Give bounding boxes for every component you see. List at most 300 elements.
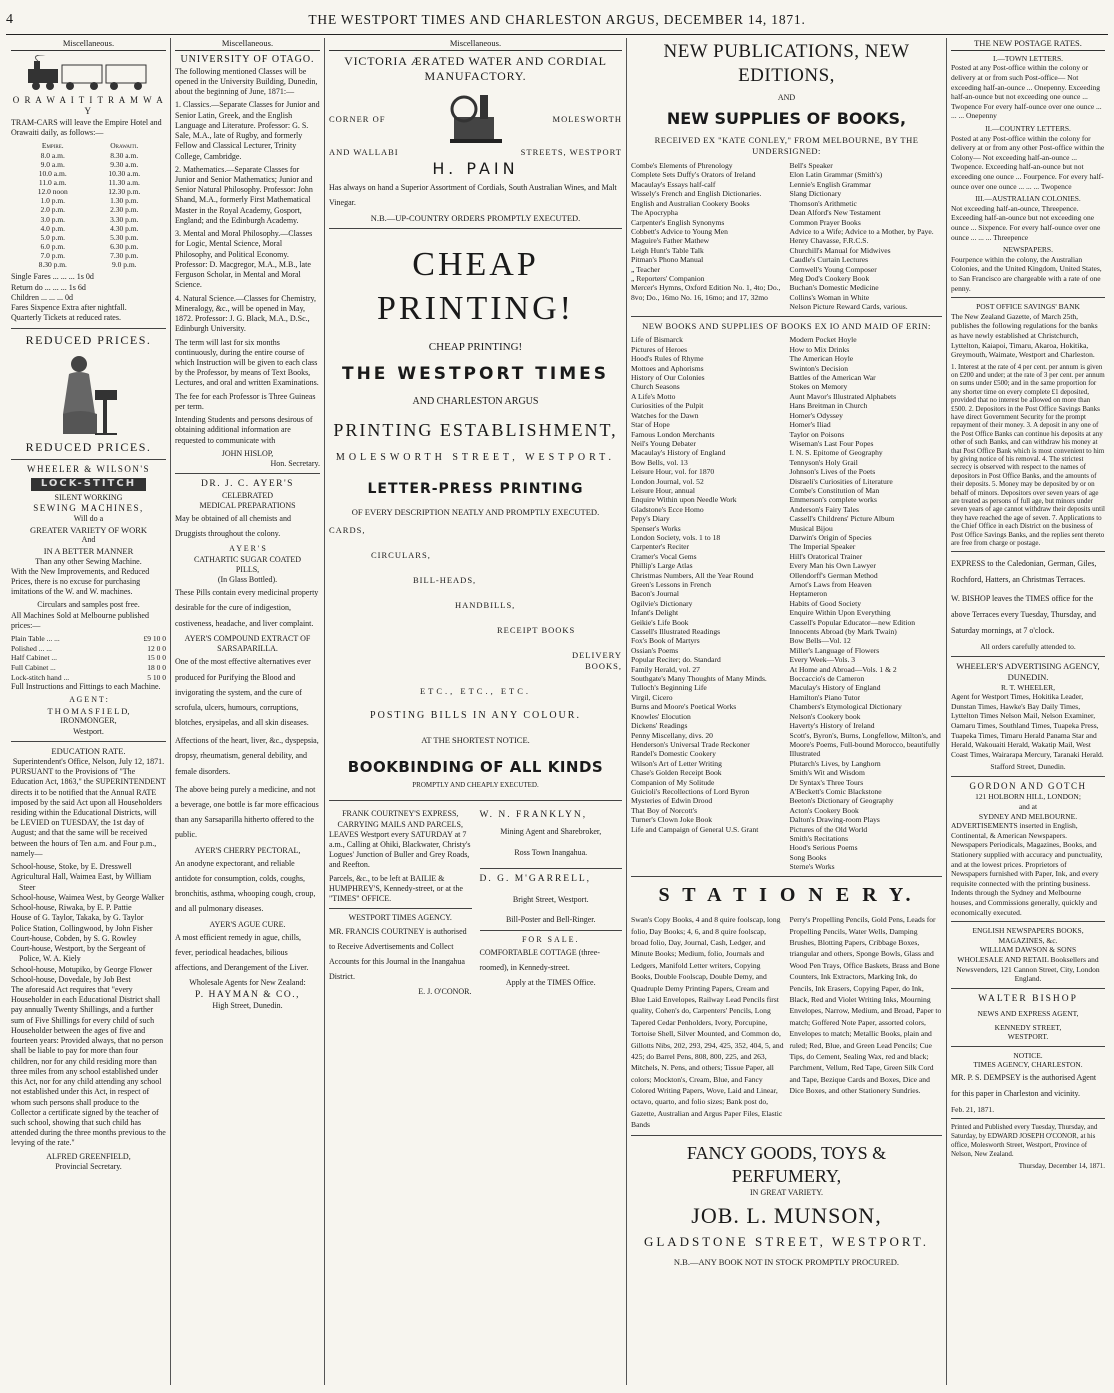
header-rule <box>6 34 1108 35</box>
book-title: Common Prayer Books <box>789 217 861 227</box>
book-title: Arnot's Laws from Heaven <box>789 580 872 590</box>
price-value: 5 10 0 <box>147 672 166 682</box>
ayers-label: A Y E R ' S <box>229 544 266 554</box>
tram-time: 2.30 p.m. <box>110 205 139 215</box>
new-supplies: NEW SUPPLIES OF BOOKS, <box>666 108 907 128</box>
rule <box>951 1118 1105 1119</box>
pain-body: Has always on hand a Superior Assortment of Cordials, South Australian Wines, and Malt Vinegar. <box>329 182 617 208</box>
book-title: Knowles' Elocution <box>631 711 691 721</box>
book-title: Battles of the American War <box>789 373 876 383</box>
book-title: English and Australian Cookery Books <box>631 198 750 208</box>
book-title: Bow Bells—Vol. 12 <box>789 636 851 646</box>
full-instructions: Full Instructions and Fittings to each Machine. <box>11 682 161 692</box>
stationery-title: S T A T I O N E R Y. <box>658 883 915 906</box>
received: RECEIVED EX "KATE CONLEY," FROM MELBOURNE, BY THE UNDERSIGNED: <box>654 135 919 157</box>
book-procured: N.B.—ANY BOOK NOT IN STOCK PROMPTLY PROCURED. <box>673 1256 900 1267</box>
book-title: Bacon's Journal <box>631 589 679 599</box>
tram-time: 7.0 p.m. <box>40 251 66 261</box>
class-entry: 2. Mathematics.—Separate Classes for Junior and Senior Mathematics; Junior and Senior Natural Philosophy. Professor: John Shand, M.A., formerly First Mathematical Master in the Royal Academy, Gosport, England; and the Edinburgh Academy. <box>175 164 313 225</box>
book-title: Tulloch's Beginning Life <box>631 683 707 693</box>
sarsaparilla-title: AYER'S COMPOUND EXTRACT OF <box>184 633 311 643</box>
book-title: Nelson Picture Reward Cards, various. <box>789 302 908 312</box>
reduced-prices-bottom: REDUCED PRICES. <box>25 439 152 454</box>
rule <box>951 551 1105 552</box>
column-2 <box>172 38 323 1387</box>
book-title: Ollendorff's German Method <box>789 570 878 580</box>
address-block <box>329 87 622 158</box>
dawson: WILLIAM DAWSON & SONS <box>979 945 1077 955</box>
book-title: Combe's Elements of Phrenology <box>631 161 733 171</box>
book-title: Life and Campaign of General U.S. Grant <box>631 824 759 834</box>
book-title: Guicioli's Recollections of Lord Byron <box>631 786 750 796</box>
book-title: Dean Alford's New Testament <box>789 208 881 218</box>
newspapers-title: NEWSPAPERS. <box>1003 245 1053 255</box>
book-title: Tennyson's Holy Grail <box>789 457 858 467</box>
book-title: Anderson's Fairy Tales <box>789 504 859 514</box>
celebrated: CELEBRATED <box>221 490 274 500</box>
book-title: Every Week—Vols. 3 <box>789 655 856 665</box>
fc-body: LEAVES Westport every SATURDAY at 7 a.m., Calling at Ohiki, Blackwater, Christy's Logues' Junction of Buller and Grey Roads, and Reefton. <box>329 829 471 870</box>
book-title: Cornwell's Young Composer <box>789 264 877 274</box>
and-text: And <box>81 535 96 545</box>
book-title: Johnson's Lives of the Poets <box>789 467 876 477</box>
book-title: Chambers's Etymological Dictionary <box>789 702 902 712</box>
book-title: Cramer's Vocal Gems <box>631 551 697 561</box>
price-item: Plain Table ... ... <box>11 634 60 644</box>
book-title: Watches for the Dawn <box>631 410 699 420</box>
page-header <box>0 12 1114 34</box>
book-title: Leisure Hour, vol. for 1870 <box>631 467 715 477</box>
fare-line: Single Fares ... ... ... 1s 0d <box>11 272 94 282</box>
tram-time: 12.30 p.m. <box>108 187 141 197</box>
tram-time: 1.30 p.m. <box>110 196 139 206</box>
kennedy-street: KENNEDY STREET, <box>994 1022 1062 1032</box>
tram-time: 11.0 a.m. <box>38 177 67 187</box>
tram-time: 4.30 p.m. <box>110 223 139 233</box>
greater-variety: GREATER VARIETY OF WORK <box>29 524 148 535</box>
book-title: Maguire's Father Mathew <box>631 236 710 246</box>
ironmonger: IRONMONGER, <box>60 716 117 726</box>
australian-colonies: III.—AUSTRALIAN COLONIES. <box>975 194 1081 204</box>
circulars: Circulars and samples post free. <box>37 600 140 610</box>
cathartic: CATHARTIC SUGAR COATED <box>193 554 302 564</box>
savings-bank-rules: 1. Interest at the rate of 4 per cent. per annum is given on £200 and under; at the rate of 3 per cent. per annum on sums under £500; and in the same proportion for any shorter time on every complete £1 deposited, provided that no interest be allowed on more than £500. 2. Depositors in the Post Office Savings Banks have direct Government Security for the prompt repayment of their money. 3. A deposit in any one of the Post Office Banks can continue his deposits at any other of such Banks, and can withdraw his money at that Post Office Bank which is most convenient to him by giving notice of his removal. 4. The strictest secrecy is observed with respect to the names of depositors in Post Office Banks, and the amounts of their deposits. 5. Money may be deposited by or on behalf of minors. Depositors over seven years of age are treated as persons of full age, but minors under seven years of age cannot withdraw their deposits until they have reached the age of seven. 7. Applications to the Chief Office in each District on the business of Post Office Savings Banks, and the replies sent thereto are free from charge or postage. <box>951 362 1105 547</box>
rule <box>951 776 1105 777</box>
book-title: Geikie's Life Book <box>631 617 689 627</box>
corner-of: CORNER OF <box>329 114 386 125</box>
tram-time: 10.30 a.m. <box>108 168 141 178</box>
book-title: Henderson's Universal Trade Reckoner <box>631 739 750 749</box>
tram-head-left: Empire. <box>41 141 64 151</box>
rule <box>631 876 942 877</box>
book-title: Wiseman's Last Four Popes <box>789 438 874 448</box>
book-title: Complete Sets Duffy's Orators of Ireland <box>631 170 756 180</box>
book-title: Ogilvie's Dictionary <box>631 598 693 608</box>
rule <box>951 921 1105 922</box>
postage-title: THE NEW POSTAGE RATES. <box>951 38 1105 51</box>
book-title: Family Herald, vol. 27 <box>631 664 700 674</box>
tram-time: 8.30 a.m. <box>110 150 139 160</box>
victoria-title: VICTORIA ÆRATED WATER AND CORDIAL <box>344 53 607 68</box>
wheeler-body: Agent for Westport Times, Hokitika Leader, Dunstan Times, Hawke's Bay Daily Times, Lyttelton Times Nelson Mail, Nelson Examiner, Oamaru Times, Southland Times, Tuapeka Press, Tuapeka Times, Timaru Herald Panama Star and Herald, Wakouaiti Herald, Wakatip Mail, West Coast Times, Wairarapa Mercury, Taranaki Herald. <box>951 692 1104 759</box>
book-title: Cassell's Childrens' Picture Album <box>789 514 895 524</box>
class-entry: 4. Natural Science.—Classes for Chemistry, Mineralogy, &c., will be opened in May, 1872. Professor: J. G. Black, M.A., D.Sc., Edinburgh University. <box>175 293 317 334</box>
book-title: The Apocrypha <box>631 208 679 218</box>
book-title: Chase's Golden Receipt Book <box>631 768 722 778</box>
munson: JOB. L. MUNSON, <box>691 1202 882 1228</box>
tram-time: 9.0 p.m. <box>111 260 137 270</box>
fare-line: Fares Sixpence Extra after nightfall. <box>11 303 127 313</box>
fc-title: FRANK COURTNEY'S EXPRESS, <box>342 809 459 819</box>
great-variety: IN GREAT VARIETY. <box>750 1187 823 1197</box>
price-item: Half Cabinet ... <box>11 653 58 663</box>
book-title: Southgate's Many Thoughts of Many Minds. <box>631 674 767 684</box>
savings-bank-title: POST OFFICE SAVINGS' BANK <box>976 302 1080 312</box>
class-entry: 3. Mental and Moral Philosophy.—Classes for Logic, Mental Science, Moral Philosophy, and Political Economy. Professor: D. Macgregor, M.A., M.B., late Ferguson Scholar, in Mental and Moral Science. <box>175 229 313 290</box>
book-title: Leisure Hour, annual <box>631 485 696 495</box>
class-entry: 1. Classics.—Separate Classes for Junior and Senior Latin, Greek, and the English Language and Literature. Professor: G. S. Sale, M.A., late of Rugby, and formerly Fellow and Classical Lecturer, Trinity College, Cambridge. <box>175 100 320 161</box>
education-place: School-house, Waimea West, by George Walker <box>11 892 165 902</box>
pills: PILLS, <box>235 564 260 574</box>
newspapers-body: Fourpence within the colony, the Australian Colonies, and the United Kingdom, United States, to San Francisco are chargeable with a rate of one penny. <box>951 254 1102 293</box>
wheeler-title: WHEELER'S ADVERTISING AGENCY, DUNEDIN. <box>956 660 1100 682</box>
book-title: A Life's Motto <box>631 391 676 401</box>
book-title: Miller's Language of Flowers <box>789 645 880 655</box>
book-title: Smith's Wit and Wisdom <box>789 768 865 778</box>
price-intro: All Machines Sold at Melbourne published prices:— <box>11 610 149 630</box>
cheap-printing-2: CHEAP PRINTING! <box>428 341 523 354</box>
savings-bank-body: The New Zealand Gazette, of March 25th, publishes the following regulations for the banks as have newly established at Christchurch, Lyttelton, Kaiapoi, Timaru, Akaroa, Hokitika, Greymouth, Waimate, Westport and Charleston. <box>951 311 1098 360</box>
tram-time: 8.30 p.m. <box>38 260 67 270</box>
molesworth-street: MOLESWORTH STREET, WESTPORT. <box>335 451 616 463</box>
mining: Mining Agent and Sharebroker, <box>500 827 602 837</box>
wheeler-name: R. T. WHEELER, <box>1001 682 1055 692</box>
times-agency: TIMES AGENCY, CHARLESTON. <box>973 1060 1083 1070</box>
book-title: Companion of My Solitude <box>631 777 715 787</box>
service-list <box>329 525 622 671</box>
book-title: Stokes on Memory <box>789 382 848 392</box>
letter-press: LETTER-PRESS PRINTING <box>367 480 584 497</box>
book-title: Collins's Woman in White <box>789 292 870 302</box>
book-title: Mysteries of Edwin Drood <box>631 796 713 806</box>
book-title: Heptameron <box>789 589 828 599</box>
book-list-2-right <box>790 335 943 871</box>
book-title: Fox's Book of Martyrs <box>631 636 700 646</box>
new-publications: NEW PUBLICATIONS, NEW EDITIONS, <box>663 41 910 87</box>
reduced-prices-top: REDUCED PRICES. <box>25 332 152 347</box>
holborn: 121 HOLBORN HILL, LONDON; <box>975 792 1081 802</box>
book-title: Popular Reciter; do. Standard <box>631 655 721 665</box>
left-ads <box>329 809 472 997</box>
education-office: Superintendent's Office, Nelson, July 12, 1871. <box>12 756 165 766</box>
book-title: I. N. S. Epitome of Geography <box>789 448 883 458</box>
price-value: 18 0 0 <box>147 662 166 672</box>
book-title: Mercer's Hymns, Oxford Edition No. 1, 4to; Do., 8vo; Do., 16mo No. 16, 16mo; and 17, 32mo <box>631 283 781 302</box>
rule <box>480 868 623 869</box>
imprint: Printed and Published every Tuesday, Thursday, and Saturday, by EDWARD JOSEPH O'CONOR, at his office, Molesworth Street, Westport, Province of Nelson, New Zealand. <box>951 1123 1098 1159</box>
fare-line: Children ... ... ... 0d <box>11 292 73 302</box>
book-title: Pictures of Heroes <box>631 344 688 354</box>
section-head: Miscellaneous. <box>11 38 166 51</box>
will-do: Will do a <box>73 514 104 524</box>
book-title: Phillip's Large Atlas <box>631 561 693 571</box>
book-title: Star of Hope <box>631 420 670 430</box>
westport-times: THE WESTPORT TIMES <box>341 364 609 385</box>
book-title: Bow Bells, vol. 13 <box>631 457 688 467</box>
education-place: Court-house, Cobden, by S. G. Rowley <box>11 933 137 943</box>
obtained-text: May be obtained of all chemists and Druggists throughout the colony. <box>175 513 291 539</box>
book-title: Enquire Within upon Needle Work <box>631 495 737 505</box>
rule <box>329 800 622 801</box>
book-title: Emmerson's complete works <box>789 495 877 505</box>
promptly-executed: PROMPTLY AND CHEAPLY EXECUTED. <box>412 781 539 790</box>
class-list <box>175 100 320 334</box>
tram-title: O R A W A I T I T R A M W A Y <box>12 94 165 117</box>
book-title: A'Beckett's Comic Blackstone <box>789 786 882 796</box>
stationery-left: Swan's Copy Books, 4 and 8 quire foolscap, long folio, Day Books; 4, 6, and 8 quire foolscap, broad folio, Day, Journal, Cash, Ledger, and Minute Books; Medium, folio, Journals and Ledgers, Manifold Letter writers, Copying Books, Double Foolscap, Double Demy, and Quadruple Demy Printing Papers, Cream and Blue Laid Envelopes, Railway Lead Pencils first quality, Cohen's do, Carpenters' Pencils, Long Tapered Cedar Penholders, Ivory, Porcupine, Tortoise Shell, Silver Mounted, and Common do, Gillotts Nibs, 202, 293, 294, 425, 352, 404, 5, and 425; do Barrel Pens, 808, 800, 225, and 263, Mitchels, N. Pens, and others; Tissue Paper, all colors; Mockton's, Cream, Blue, and Fancy Colored Writing Papers, Wove, Laid and Linear, octavo, quarto, and folio sizes; Bank post do, Gazette, Australian and Argus Paper Files, Elastic Bands <box>631 915 784 1130</box>
book-title: Sterne's Works <box>789 862 835 872</box>
book-title: Leigh Hunt's Table Talk <box>631 245 704 255</box>
education-place: School-house, Dovedale, by Job Best <box>11 974 131 984</box>
news-express-agent: NEWS AND EXPRESS AGENT, <box>977 1008 1079 1018</box>
town-letters: I.—TOWN LETTERS. <box>992 53 1064 63</box>
book-title: Musical Bijou <box>789 523 833 533</box>
machine-illustration <box>446 87 506 147</box>
service-item: RECEIPT BOOKS <box>497 624 576 635</box>
price-item: Lock-stitch hand ... <box>11 672 70 682</box>
stationery-right: Perry's Propelling Pencils, Gold Pens, Leads for Propelling Pencils, Water Wells, Damping Brushes, Blotting Papers, Cribbage Boxes, triangular and others, Sponge Bowls, Glass and Wood Pen Trays, Office Baskets, Brass and Bone Counters, Ink Extractors, Marking Ink, do Pencils, Ink Erasers, Copying Paper, do Ink, Black, Red and Violet Writing Inks, Mourning Envelopes, Narrow, Medium, and Broad, Paper to match; Goffered Note Paper, assorted colors, Envelopes to match; Metallic Books, plain and ruled; Red, Blue, and Green Lead Pencils; Cue Tips, do Cement, Sealing Wax, red and black; Parchment, Vellum, Red Tape, Green Silk Cord and Tape, Bezique Cards and Boxes, Dice and Dice Boxes, and other Stationery Sundries. <box>789 915 942 1096</box>
book-title: Virgil, Cicero <box>631 692 673 702</box>
fancy-goods: FANCY GOODS, TOYS & PERFUMERY, <box>686 1142 887 1186</box>
education-title: EDUCATION RATE. <box>51 745 126 756</box>
book-title: Habits of Good Society <box>789 598 861 608</box>
up-country: N.B.—UP-COUNTRY ORDERS PROMPTLY EXECUTED. <box>370 213 581 224</box>
book-title: Enquire Within Upon Everything <box>789 608 891 618</box>
book-title: Darwin's Origin of Species <box>789 532 872 542</box>
tram-time: 6.0 p.m. <box>40 241 66 251</box>
tram-time: 1.0 p.m. <box>40 196 66 206</box>
tram-time: 5.0 p.m. <box>40 232 66 242</box>
book-title: Modern Pocket Hoyle <box>789 335 857 345</box>
book-title: Pitman's Phono Manual <box>631 255 704 265</box>
rule <box>11 741 166 742</box>
medical-preparations: MEDICAL PREPARATIONS <box>199 500 296 510</box>
gordon-gotch: GORDON AND GOTCH <box>969 780 1087 791</box>
book-title: Wissely's French and English Dictionaries. <box>631 189 762 199</box>
book-title: Slang Dictionary <box>789 189 842 199</box>
right-ads <box>480 809 623 997</box>
section-head: Miscellaneous. <box>175 38 320 51</box>
tram-time: 4.0 p.m. <box>40 223 66 233</box>
rule <box>11 328 166 329</box>
agent-label: A G E N T : <box>69 695 108 705</box>
book-title: Caudle's Curtain Lectures <box>789 255 869 265</box>
feb-date: Feb. 21, 1871. <box>951 1104 995 1114</box>
book-title: Gladstone's Ecce Homo <box>631 504 704 514</box>
education-tail: The aforesaid Act requires that "every Householder in each Educational District shall pay annually Twenty Shillings, and a further sum of Five Shillings for every child of such Householder between the ages of five and fourteen years: Provided always, that no person shall be liable to pay for more than four children, nor for any child residing more than three miles from any school established under this Act, nor for any child attending any school not established under this Act, in respect of whom such persons shall produce to the Collector a certificate signed by the teacher of such school, showing that such child has attended during the three months previous to the levying of the rate." <box>11 984 166 1148</box>
molesworth: MOLESWORTH <box>552 114 622 125</box>
book-title: Hans Breitman in Church <box>789 401 868 411</box>
rule <box>631 316 942 317</box>
high-street: High Street, Dunedin. <box>212 1000 283 1010</box>
university-title: UNIVERSITY OF OTAGO. <box>180 53 315 65</box>
book-title: Dalton's Drawing-room Plays <box>789 815 880 825</box>
service-item: HANDBILLS, <box>455 600 516 611</box>
price-value: £9 10 0 <box>143 634 166 644</box>
education-place: Agricultural Hall, Waimea East, by William Steer <box>11 872 152 892</box>
h-pain: H. PAIN <box>432 159 519 179</box>
book-title: Haverty's History of Ireland <box>789 721 875 731</box>
price-value: 15 0 0 <box>147 653 166 663</box>
franklyn: W. N. FRANKLYN, <box>479 810 588 821</box>
tram-time: 9.30 a.m. <box>110 159 139 169</box>
book-title: Homer's Odyssey <box>789 410 843 420</box>
and-text: AND <box>777 92 796 102</box>
education-place: School-house, Stoke, by E. Dresswell <box>11 862 132 872</box>
book-list-1-right <box>790 161 943 312</box>
fc-parcels: Parcels, &c., to be left at BAILIE & HUMPHREY'S, Kennedy-street, or at the "TIMES" OFFICE. <box>329 873 463 904</box>
price-table <box>11 634 166 682</box>
education-place: Police Station, Collingwood, by John Fisher <box>11 923 153 933</box>
rule <box>329 228 622 229</box>
book-title: Penny Miscellany, divs. 20 <box>631 730 713 740</box>
rule <box>631 1135 942 1136</box>
book-list-1 <box>631 161 942 312</box>
column-divider <box>170 38 171 1385</box>
book-title: „ Teacher <box>631 264 661 274</box>
tram-right-times <box>89 151 161 270</box>
price-item: Polished ... ... <box>11 643 52 653</box>
sarsaparilla-body-2: Affections of the heart, liver, &c., dyspepsia, dropsy, rheumatism, general debility, and female disorders. <box>175 736 319 776</box>
charleston-argus: AND CHARLESTON ARGUS <box>412 396 539 408</box>
sewing-machines: SEWING MACHINES, <box>33 502 144 513</box>
sarsaparilla-body-3: The above being purely a medicine, and not a beverage, one bottle is far more efficacious than any Sarsaparilla hitherto offered to the public. <box>175 784 319 840</box>
education-sign: ALFRED GREENFIELD, <box>46 1151 131 1161</box>
column-divider <box>946 38 947 1385</box>
book-title: Beeton's Dictionary of Geography <box>789 796 894 806</box>
section-head: Miscellaneous. <box>329 38 622 51</box>
improvements: With the New Improvements, and Reduced Prices, there is no excuse for purchasing imitations of the W. and W. machines. <box>11 566 150 597</box>
walter-bishop: WALTER BISHOP <box>978 993 1078 1004</box>
university-intro: The following mentioned Classes will be opened in the University Building, Dunedin, about the beginning of June, 1871:— <box>175 66 318 97</box>
book-title: Randel's Domestic Cookery <box>631 749 716 759</box>
service-item: CARDS, <box>329 525 366 536</box>
book-title: The Imperial Speaker <box>789 542 856 552</box>
advertisements: ADVERTISEMENTS inserted in English, Continental, & American Newspapers. Newspapers Periodicals, Magazines, Books, and Stationery supplied with accuracy and punctuality, and at the lowest prices. Proprietors of Newspapers furnished with Paper, Ink, and every requisite connected with the printing business. Indents through the Sydney and Melbourne houses, and Commissions generally, quickly and economically executed. <box>951 821 1103 917</box>
service-item: DELIVERY BOOKS, <box>571 649 622 671</box>
book-title: Buchan's Domestic Medicine <box>789 283 879 293</box>
book-title: At Home and Abroad—Vols. 1 & 2 <box>789 664 897 674</box>
stafford: Stafford Street, Dunedin. <box>990 762 1066 772</box>
book-title: Plutarch's Lives, by Langhorn <box>789 758 881 768</box>
service-item: BILL-HEADS, <box>413 575 477 586</box>
streets-westport: STREETS, WESTPORT <box>520 146 622 157</box>
book-title: Curiosities of the Pulpit <box>631 401 704 411</box>
book-title: Dickens' Readings <box>631 721 688 731</box>
tram-body: TRAM-CARS will leave the Empire Hotel and Orawaiti daily, as follows:— <box>11 117 162 138</box>
stationery-list <box>631 914 942 1130</box>
book-title: Church Seasons <box>631 382 680 392</box>
book-title: Famous London Merchants <box>631 429 715 439</box>
price-item: Full Cabinet ... <box>11 662 56 672</box>
book-list-2-left <box>631 335 784 871</box>
book-title: Bell's Speaker <box>789 161 833 171</box>
rule <box>11 459 166 460</box>
bright-street: Bright Street, Westport. <box>512 895 589 905</box>
cherry-title: AYER'S CHERRY PECTORAL, <box>194 845 301 855</box>
column-1 <box>8 38 169 1387</box>
ayer-title: DR. J. C. AYER'S <box>201 479 294 490</box>
book-title: Mottoes and Aphorisms <box>631 363 704 373</box>
book-title: Macaulay's Essays half-calf <box>631 179 716 189</box>
education-body: PURSUANT to the Provisions of "The Education Act, 1863," the SUPERINTENDENT directs it to be notified that the Annual RATE imposed by the said Act upon all Householders residing within the Educational Districts, will be LEVIED on TUESDAY, the 1st day of August; and that the same will be received between the hours of Ten a.m. and Four p.m., namely— <box>11 767 166 858</box>
tram-time: 2.0 p.m. <box>40 205 66 215</box>
education-place: School-house, Riwaka, by E. P. Pattie <box>11 903 132 913</box>
book-title: Swinton's Decision <box>789 363 849 373</box>
book-title: Thomson's Arithmetic <box>789 198 857 208</box>
express-notice: EXPRESS to the Caledonian, German, Giles, Rochford, Hatters, an Christmas Terraces. <box>951 559 1097 585</box>
dawson-body: WHOLESALE AND RETAIL Booksellers and Newsvenders, 121 Cannon Street, City, London England. <box>956 954 1100 984</box>
column-5 <box>948 38 1108 1387</box>
book-title: Ossian's Poems <box>631 645 679 655</box>
rule <box>480 930 623 931</box>
book-title: Homer's Iliad <box>789 420 831 430</box>
sewing-woman-illustration <box>59 350 119 438</box>
tram-time: 7.30 p.m. <box>110 251 139 261</box>
fare-line: Quarterly Tickets at reduced rates. <box>11 313 121 323</box>
oconor: E. J. O'CONOR. <box>418 987 472 997</box>
book-title: Advice to a Wife; Advice to a Mother, by Paye. Henry Chavasse, F.R.C.S. <box>789 226 934 246</box>
book-title: London Journal, vol. 52 <box>631 476 704 486</box>
and-wallabi: AND WALLABI <box>329 146 399 157</box>
book-title: Burns and Moore's Poetical Works <box>631 702 737 712</box>
sydney-melbourne: SYDNEY AND MELBOURNE. <box>978 811 1078 821</box>
book-title: Boccaccio's de Cameron <box>789 674 865 684</box>
pills-body: These Pills contain every medicinal property desirable for the cure of indigestion, costiveness, headache, and liver complaint. <box>175 588 319 628</box>
town-body: Posted at any Post-office within the colony or delivery at or from such Post-office— Not exceeding half-an-ounce ... Onepenny. Exceeding half-an-ounce but not exceeding one ounce ... Twopence For every half-ounce over one ounce ... ... ... Onepenny <box>951 63 1102 121</box>
westport: WESTPORT. <box>1007 1032 1049 1042</box>
book-title: The American Hoyle <box>789 354 854 364</box>
book-title: Hood's Rules of Rhyme <box>631 354 704 364</box>
bishop-notice: W. BISHOP leaves the TIMES office for the above Terraces every Tuesday, Thursday, and Saturday mornings, at 7 o'clock. <box>951 594 1096 636</box>
book-title: Disraeli's Curiosities of Literature <box>789 476 893 486</box>
book-title: Churchill's Manual for Midwives <box>789 245 891 255</box>
rule <box>951 297 1105 298</box>
fares <box>11 272 166 323</box>
secretary-title: Hon. Secretary. <box>270 459 320 469</box>
book-title: Carpenter's English Synonyms <box>631 217 725 227</box>
fee-text: The fee for each Professor is Three Guineas per term. <box>175 391 316 411</box>
book-title: Nelson's Cookery book <box>789 711 861 721</box>
notice: NOTICE. <box>1013 1050 1043 1060</box>
fare-line: Return do ... ... ... 1s 6d <box>11 282 86 292</box>
column-3 <box>326 38 625 1387</box>
book-title: Christmas Numbers, All the Year Round <box>631 570 754 580</box>
book-title: Cobbett's Advice to Young Men <box>631 226 728 236</box>
ross: Ross Town Inangahua. <box>514 847 588 857</box>
education-place: School-house, Motupiko, by George Flower <box>11 964 153 974</box>
tram-schedule <box>11 141 166 269</box>
book-title: Meg Dod's Cookery Book <box>789 273 870 283</box>
wholesale-agents: Wholesale Agents for New Zealand: <box>189 978 306 988</box>
secretary-name: JOHN HISLOP, <box>221 448 274 458</box>
australian-body: Not exceeding half-an-ounce, Threepence. Exceeding half-an-ounce but not exceeding one ounce ... Sixpence. For every half-ounce over one ounce ... ... ... Threepence <box>951 203 1101 242</box>
book-list-1-left <box>631 161 784 312</box>
tram-head-right: Orawaiti. <box>110 141 139 151</box>
gladstone-street: GLADSTONE STREET, WESTPORT. <box>643 1234 930 1250</box>
book-title: Combe's Constitution of Man <box>789 485 880 495</box>
book-title: London Society, vols. 1 to 18 <box>631 532 721 542</box>
